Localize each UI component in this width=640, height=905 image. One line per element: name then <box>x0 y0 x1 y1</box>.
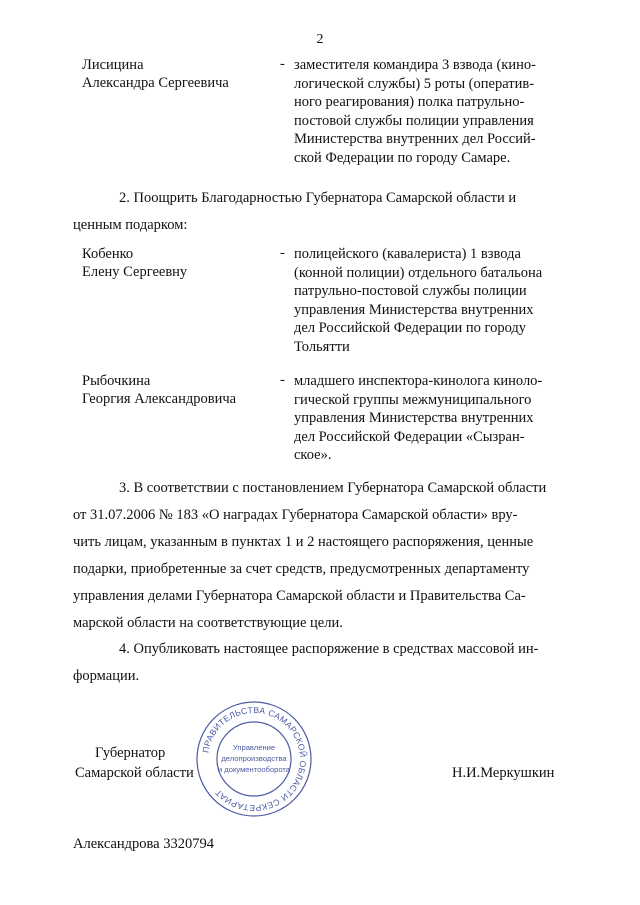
paragraph-line: 2. Поощрить Благодарностью Губернатора Самарской области и <box>119 190 517 206</box>
description-line: постовой службы полиции управления <box>294 112 534 129</box>
svg-text:и документооборота: и документооборота <box>217 765 291 774</box>
description-line: дел Российской Федерации «Сызран- <box>294 428 525 445</box>
description-line: патрульно-постовой службы полиции <box>294 283 527 299</box>
description-line: дел Российской Федерации по городу <box>294 320 527 336</box>
awardee-given-names: Георгия Александровича <box>82 391 237 407</box>
description-line: младшего инспектора-кинолога киноло- <box>294 373 543 389</box>
section-2-paragraph <box>73 185 561 239</box>
paragraph-line: от 31.07.2006 № 183 «О наградах Губернатора Самарской области» вру- <box>73 507 518 523</box>
awardee-description <box>294 372 560 465</box>
description-line: полицейского (кавалериста) 1 взвода <box>294 246 521 262</box>
paragraph-line: марской области на соответствующие цели. <box>73 615 343 631</box>
description-line: управления Министерства внутренних <box>294 301 534 318</box>
official-seal-stamp <box>193 700 315 818</box>
description-line: ское». <box>294 447 332 463</box>
svg-text:Управление: Управление <box>232 743 276 752</box>
dash-separator: - <box>280 372 285 388</box>
awardee-name <box>82 56 229 92</box>
seal-graphic <box>193 700 315 818</box>
paragraph-line: 3. В соответствии с постановлением Губернатора Самарской области <box>119 480 547 496</box>
paragraph-line: 4. Опубликовать настоящее распоряжение в средствах массовой ин- <box>119 641 539 657</box>
description-line: логической службы) 5 роты (оператив- <box>294 75 535 92</box>
svg-text:ПРАВИТЕЛЬСТВА САМАРСКОЙ ОБЛАСТ: ПРАВИТЕЛЬСТВА САМАРСКОЙ ОБЛАСТИ СЕКРЕТАРИАТ <box>200 704 309 814</box>
awardee-description <box>294 56 560 167</box>
awardee-given-names: Александра Сергеевича <box>82 75 229 91</box>
description-line: Министерства внутренних дел Россий- <box>294 131 536 147</box>
svg-text:делопроизводства: делопроизводства <box>221 754 287 763</box>
description-line: ской Федерации по городу Самаре. <box>294 149 511 166</box>
footer-contact: Александрова 3320794 <box>73 836 214 852</box>
signer-title-line-2: Самарской области <box>75 765 194 781</box>
description-line: заместителя командира 3 взвода (кино- <box>294 57 536 73</box>
awardee-surname: Лисицина <box>82 57 144 73</box>
dash-separator: - <box>280 245 285 261</box>
paragraph-line: чить лицам, указанным в пунктах 1 и 2 настоящего распоряжения, ценные <box>73 534 534 550</box>
awardee-description <box>294 245 560 356</box>
awardee-name <box>82 372 236 408</box>
signer-name: Н.И.Меркушкин <box>452 765 555 781</box>
awardee-surname: Кобенко <box>82 246 134 262</box>
description-line: гической группы межмуниципального <box>294 391 532 408</box>
paragraph-line: подарки, приобретенные за счет средств, предусмотренных департаменту <box>73 561 530 577</box>
paragraph-line: ценным подарком: <box>73 217 188 233</box>
awardee-given-names: Елену Сергеевну <box>82 264 188 280</box>
signer-title-line-1: Губернатор <box>95 745 166 761</box>
section-3-paragraph <box>73 475 561 637</box>
section-4-paragraph <box>73 636 561 690</box>
description-line: ного реагирования) полка патрульно- <box>294 94 525 110</box>
awardee-surname: Рыбочкина <box>82 373 151 389</box>
paragraph-line: управления делами Губернатора Самарской области и Правительства Са- <box>73 588 526 604</box>
dash-separator: - <box>280 56 285 72</box>
description-line: (конной полиции) отдельного батальона <box>294 264 543 281</box>
description-line: Тольятти <box>294 338 350 355</box>
awardee-name <box>82 245 187 281</box>
page-number: 2 <box>316 32 324 47</box>
description-line: управления Министерства внутренних <box>294 410 534 426</box>
paragraph-line: формации. <box>73 668 140 684</box>
